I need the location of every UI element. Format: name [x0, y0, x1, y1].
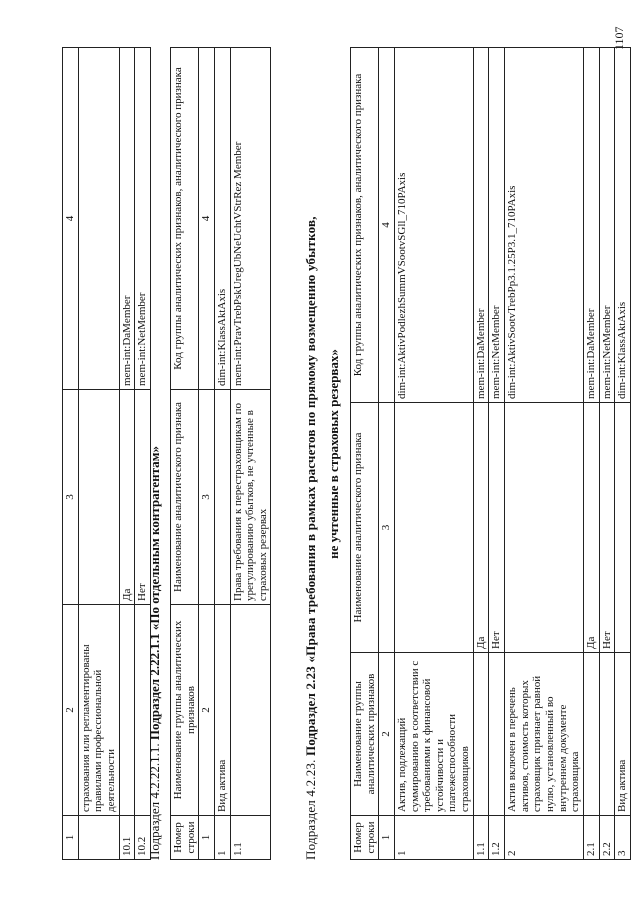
col-number: 1 [379, 816, 395, 860]
row-feature-name [615, 403, 631, 653]
row-group-name [473, 653, 489, 816]
table-row [583, 48, 599, 860]
header-feature-name: Наименование аналитического признака [351, 403, 379, 653]
row-num: 2 [505, 816, 584, 860]
row-feature-name: Нет [599, 403, 615, 653]
table-row [473, 48, 489, 860]
row-code: mem-int:NetMember [489, 48, 505, 403]
table-top [62, 47, 151, 860]
row-group-name: Актив, подлежащий суммированию в соответствии с требованиями к финансовой устойчивости и платежеспособности страховщиков [394, 653, 473, 816]
section-1-prefix: Подраздел 4.2.22.1.1. [147, 743, 162, 860]
table-row [214, 48, 230, 860]
header-row-number: Номер строки [351, 816, 379, 860]
row-group-name: Вид актива [615, 653, 631, 816]
row-group-name: страхования или регламентированы правилами профессиональной деятельности [78, 605, 119, 816]
row-num [78, 816, 119, 860]
row-value: Да [119, 390, 135, 605]
table-1 [170, 47, 271, 860]
row-feature-name: Права требования к перестраховщикам по урегулированию убытков, не учтенные в страховых резервах [230, 390, 271, 605]
table-row [78, 48, 119, 860]
table-top-col-2: 2 [63, 605, 79, 816]
row-feature-name: Да [583, 403, 599, 653]
row-group-name [230, 605, 271, 816]
row-code: mem-int:NetMember [135, 48, 151, 390]
row-code [78, 48, 119, 390]
col-number: 1 [199, 816, 215, 860]
table-row [615, 48, 631, 860]
table-row [505, 48, 584, 860]
row-group-name [583, 653, 599, 816]
row-group-name [489, 653, 505, 816]
table-2 [350, 47, 631, 860]
table-top-col-3: 3 [63, 390, 79, 605]
header-code: Код группы аналитических признаков, аналитического признака [351, 48, 379, 403]
row-num: 1.2 [489, 816, 505, 860]
header-row-number: Номер строки [171, 816, 199, 860]
col-number: 2 [379, 653, 395, 816]
row-group-name [599, 653, 615, 816]
header-group-name: Наименование группы аналитических признаков [171, 605, 199, 816]
section-2-prefix: Подраздел 4.2.23. [303, 759, 318, 860]
row-feature-name: Нет [489, 403, 505, 653]
row-code: mem-int:DaMember [473, 48, 489, 403]
row-num: 2.1 [583, 816, 599, 860]
row-num: 1.1 [473, 816, 489, 860]
section-1-heading [147, 446, 164, 860]
row-value: Нет [135, 390, 151, 605]
table-1-number-row [199, 48, 215, 860]
row-group-name: Актив включен в перечень активов, стоимость которых страховщик признает равной нулю, установленный во внутреннем документе страховщика [505, 653, 584, 816]
section-2-title-line-1: Подраздел 2.23 «Права требования в рамках расчетов по прямому возмещению убытков, [303, 216, 318, 756]
table-row [394, 48, 473, 860]
row-group-name: Вид актива [214, 605, 230, 816]
page-number: 1107 [612, 26, 626, 50]
row-code: mem-int:PravTrebPskUregUbNeUchtVStrRez Member [230, 48, 271, 390]
row-feature-name [214, 390, 230, 605]
table-2-header-row [351, 48, 379, 860]
table-row [230, 48, 271, 860]
row-num: 1 [214, 816, 230, 860]
col-number: 4 [379, 48, 395, 403]
header-code: Код группы аналитических признаков, аналитического признака [171, 48, 199, 390]
row-num: 10.1 [119, 816, 135, 860]
row-feature-name [505, 403, 584, 653]
section-1-title: Подраздел 2.22.1.1 «По отдельным контрагентам» [147, 446, 162, 741]
table-top-col-4: 4 [63, 48, 79, 390]
table-1-header-row [171, 48, 199, 860]
row-num: 1 [394, 816, 473, 860]
table-row [119, 48, 135, 860]
row-code: dim-int:AktivSootvTrebPp3.1.25P3.1_710PAxis [505, 48, 584, 403]
table-2-number-row [379, 48, 395, 860]
row-feature-name [394, 403, 473, 653]
table-row [599, 48, 615, 860]
col-number: 4 [199, 48, 215, 390]
row-feature-name: Да [473, 403, 489, 653]
row-code: dim-int:KlassAktAxis [214, 48, 230, 390]
table-row [489, 48, 505, 860]
row-code: mem-int:DaMember [583, 48, 599, 403]
row-value [78, 390, 119, 605]
row-code: mem-int:DaMember [119, 48, 135, 390]
row-code: dim-int:AktivPodlezhSummVSootvSGll_710PAxis [394, 48, 473, 403]
row-num: 2.2 [599, 816, 615, 860]
row-code: dim-int:KlassAktAxis [615, 48, 631, 403]
table-top-col-1: 1 [63, 816, 79, 860]
row-group-name [119, 605, 135, 816]
row-code: mem-int:NetMember [599, 48, 615, 403]
row-num: 1.1 [230, 816, 271, 860]
col-number: 3 [379, 403, 395, 653]
col-number: 2 [199, 605, 215, 816]
row-num: 10.2 [135, 816, 151, 860]
table-top-header-row [63, 48, 79, 860]
col-number: 3 [199, 390, 215, 605]
row-num: 3 [615, 816, 631, 860]
section-2-title-line-2: не учтенные в страховых резервах» [325, 349, 341, 559]
header-feature-name: Наименование аналитического признака [171, 390, 199, 605]
header-group-name: Наименование группы аналитических признаков [351, 653, 379, 816]
section-2-heading [303, 48, 343, 860]
